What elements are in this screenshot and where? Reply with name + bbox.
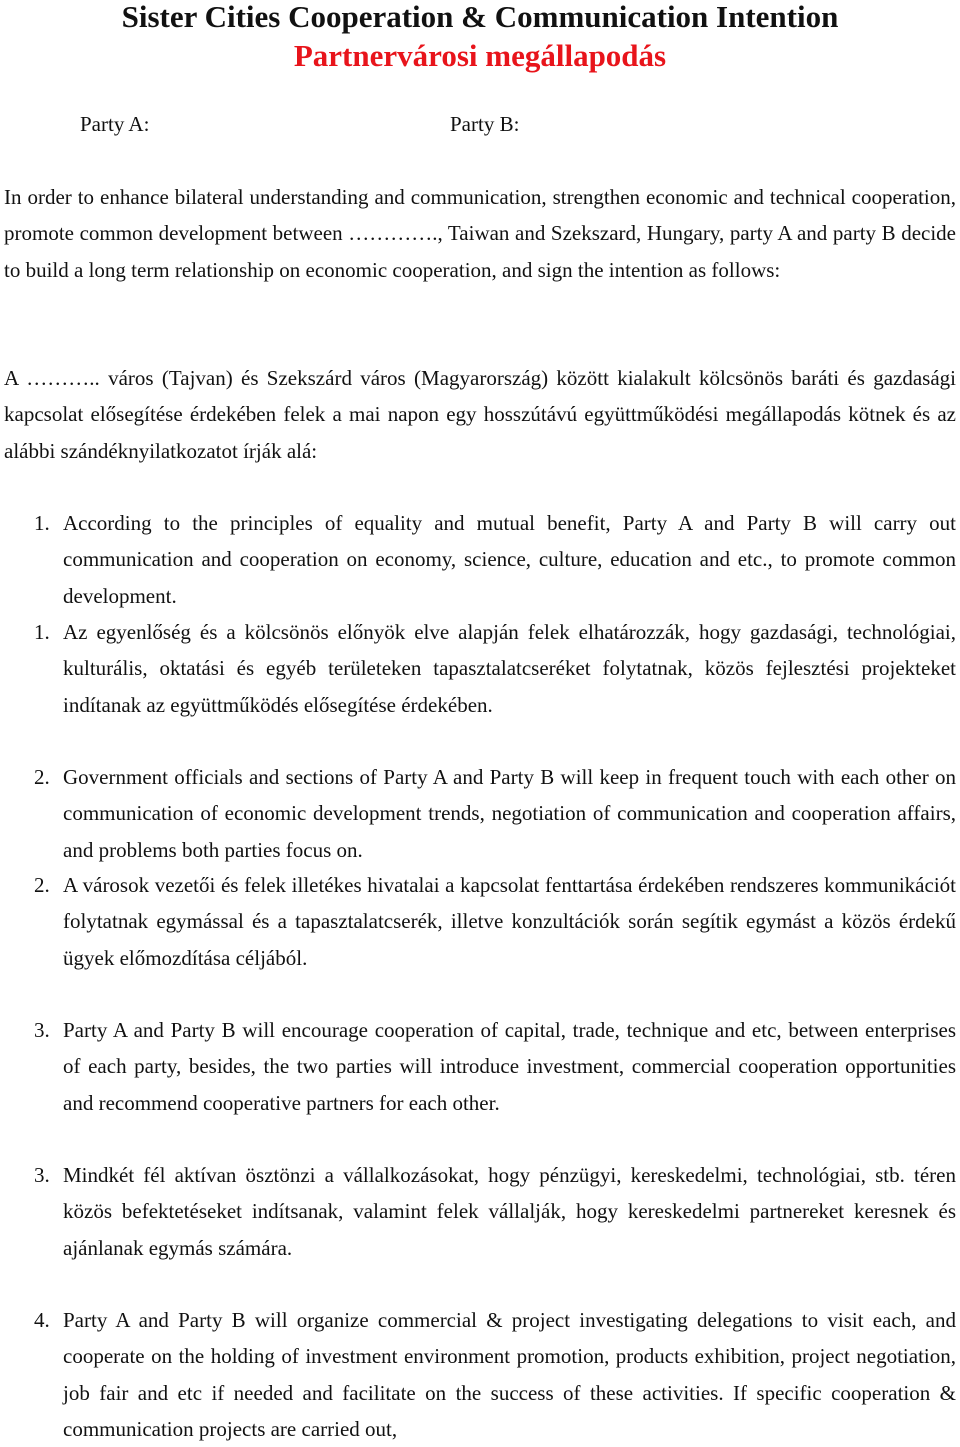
item-text: A városok vezetői és felek illetékes hivatalai a kapcsolat fenttartása érdekében rendszeres kommunikációt folytatnak egymással és a tapasztalatcserék, illetve konzultációk során segítik egymást a közös érdekű ügyek előmozdítása céljából.	[63, 873, 956, 970]
item-number: 2.	[34, 873, 50, 897]
item-text: According to the principles of equality and mutual benefit, Party A and Party B will carry out communication and cooperation on economy, science, culture, education and etc., to promote common development.	[63, 511, 956, 608]
item-3-hungarian	[34, 1157, 956, 1266]
item-number: 1.	[34, 511, 50, 535]
item-text: Party A and Party B will encourage cooperation of capital, trade, technique and etc, between enterprises of each party, besides, the two parties will introduce investment, commercial cooperation opportunities and recommend cooperative partners for each other.	[63, 1018, 956, 1115]
item-3-english	[34, 1012, 956, 1121]
document-title-english: Sister Cities Cooperation & Communication Intention	[121, 0, 839, 34]
intro-paragraph-english: In order to enhance bilateral understanding and communication, strengthen economic and technical cooperation, promote common development between …………., Taiwan and Szekszard, Hungary, party A and party B decide to build a long term relationship on economic cooperation, and sign the intention as follows:	[4, 185, 956, 282]
item-4-english	[34, 1302, 956, 1447]
item-text: Az egyenlőség és a kölcsönös előnyök elve alapján felek elhatározzák, hogy gazdasági, technológiai, kulturális, oktatási és egyéb területeken tapasztalatcseréket folytatnak, közös fejlesztési projekteket indítanak az együttműködés elősegítése érdekében.	[63, 620, 956, 717]
item-1-hungarian	[34, 614, 956, 723]
item-number: 3.	[34, 1163, 50, 1187]
item-number: 3.	[34, 1018, 50, 1042]
intro-paragraph-hungarian: A ……….. város (Tajvan) és Szekszárd város (Magyarország) között kialakult kölcsönös baráti és gazdasági kapcsolat elősegítése érdekében felek a mai napon egy hosszútávú együttműködési megállapodás kötnek és az alábbi szándéknyilatkozatot írják alá:	[4, 366, 956, 463]
item-text: Party A and Party B will organize commercial & project investigating delegations to visit each, and cooperate on the holding of investment environment promotion, products exhibition, project negotiation, job fair and etc if needed and facilitate on the success of these activities. If specific cooperation & communication projects are carried out,	[63, 1308, 956, 1441]
party-b-label: Party B:	[450, 112, 520, 136]
document-title-hungarian: Partnervárosi megállapodás	[293, 38, 667, 73]
item-number: 2.	[34, 765, 50, 789]
item-2-hungarian	[34, 867, 956, 976]
item-number: 1.	[34, 620, 50, 644]
item-text: Government officials and sections of Party A and Party B will keep in frequent touch with each other on communication of economic development trends, negotiation of communication and cooperation affairs, and problems both parties focus on.	[63, 765, 956, 862]
item-text: Mindkét fél aktívan ösztönzi a vállalkozásokat, hogy pénzügyi, kereskedelmi, technológiai, stb. téren közös befektetéseket indítsanak, valamint felek vállalják, hogy kereskedelmi partnereket keresnek és ajánlanak egymás számára.	[63, 1163, 956, 1260]
item-2-english	[34, 759, 956, 868]
item-1-english	[34, 505, 956, 614]
party-a-label: Party A:	[80, 112, 150, 136]
item-number: 4.	[34, 1308, 50, 1332]
